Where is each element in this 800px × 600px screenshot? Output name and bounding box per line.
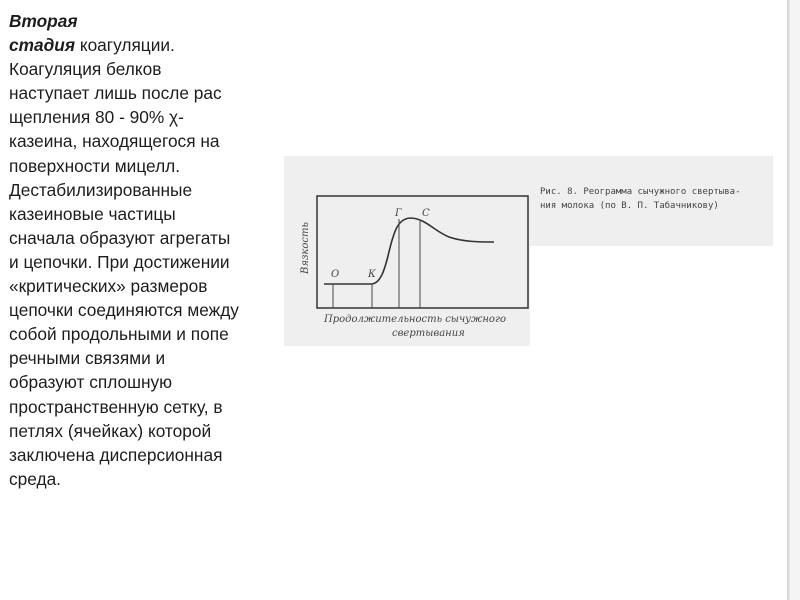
body-line: казеиновые частицы — [9, 203, 176, 224]
body-line: собой продольными и попе — [9, 324, 229, 345]
slide-edge-bar — [787, 0, 800, 600]
body-line: «критических» размеров — [9, 276, 208, 297]
body-line: Дестабилизированные — [9, 179, 193, 200]
body-line: сначала образуют агрегаты — [9, 227, 231, 248]
body-line: петлях (ячейках) которой — [9, 420, 212, 441]
slide-body-text — [9, 9, 284, 491]
body-line: наступает лишь после рас — [9, 83, 222, 104]
body-lines — [9, 57, 284, 491]
body-line: речными связями и — [9, 348, 166, 369]
body-line: щепления 80 - 90% χ- — [9, 107, 184, 128]
body-line: заключена дисперсионная — [9, 444, 223, 465]
body-line: казеина, находящегося на — [9, 131, 220, 152]
point-k-label: К — [368, 269, 376, 280]
x-axis-label-2: свертывания — [392, 328, 465, 339]
y-axis-label: Вязкость — [300, 222, 311, 274]
body-line: Коагуляция белков — [9, 59, 162, 80]
rheogram-plot — [284, 156, 773, 346]
body-line: среда. — [9, 468, 61, 489]
rheogram-figure — [284, 156, 773, 346]
body-line: цепочки соединяются между — [9, 300, 239, 321]
body-line: поверхности мицелл. — [9, 155, 181, 176]
lead-line-2: стадия коагуляции. — [9, 35, 175, 56]
figure-caption-1: Рис. 8. Реограмма сычужного свертыва- — [540, 187, 741, 197]
body-line: пространственную сетку, в — [9, 396, 223, 417]
viscosity-curve — [324, 218, 494, 284]
point-o-label: О — [331, 269, 340, 280]
point-s-label: С — [422, 208, 430, 219]
body-line: образуют сплошную — [9, 372, 173, 393]
point-g-label: Г — [395, 208, 402, 219]
x-axis-label-1: Продолжительность сычужного — [324, 314, 507, 325]
figure-caption-2: ния молока (по В. П. Табачникову) — [540, 201, 719, 211]
body-line: и цепочки. При достижении — [9, 251, 230, 272]
lead-line-1: Вторая — [9, 11, 78, 31]
